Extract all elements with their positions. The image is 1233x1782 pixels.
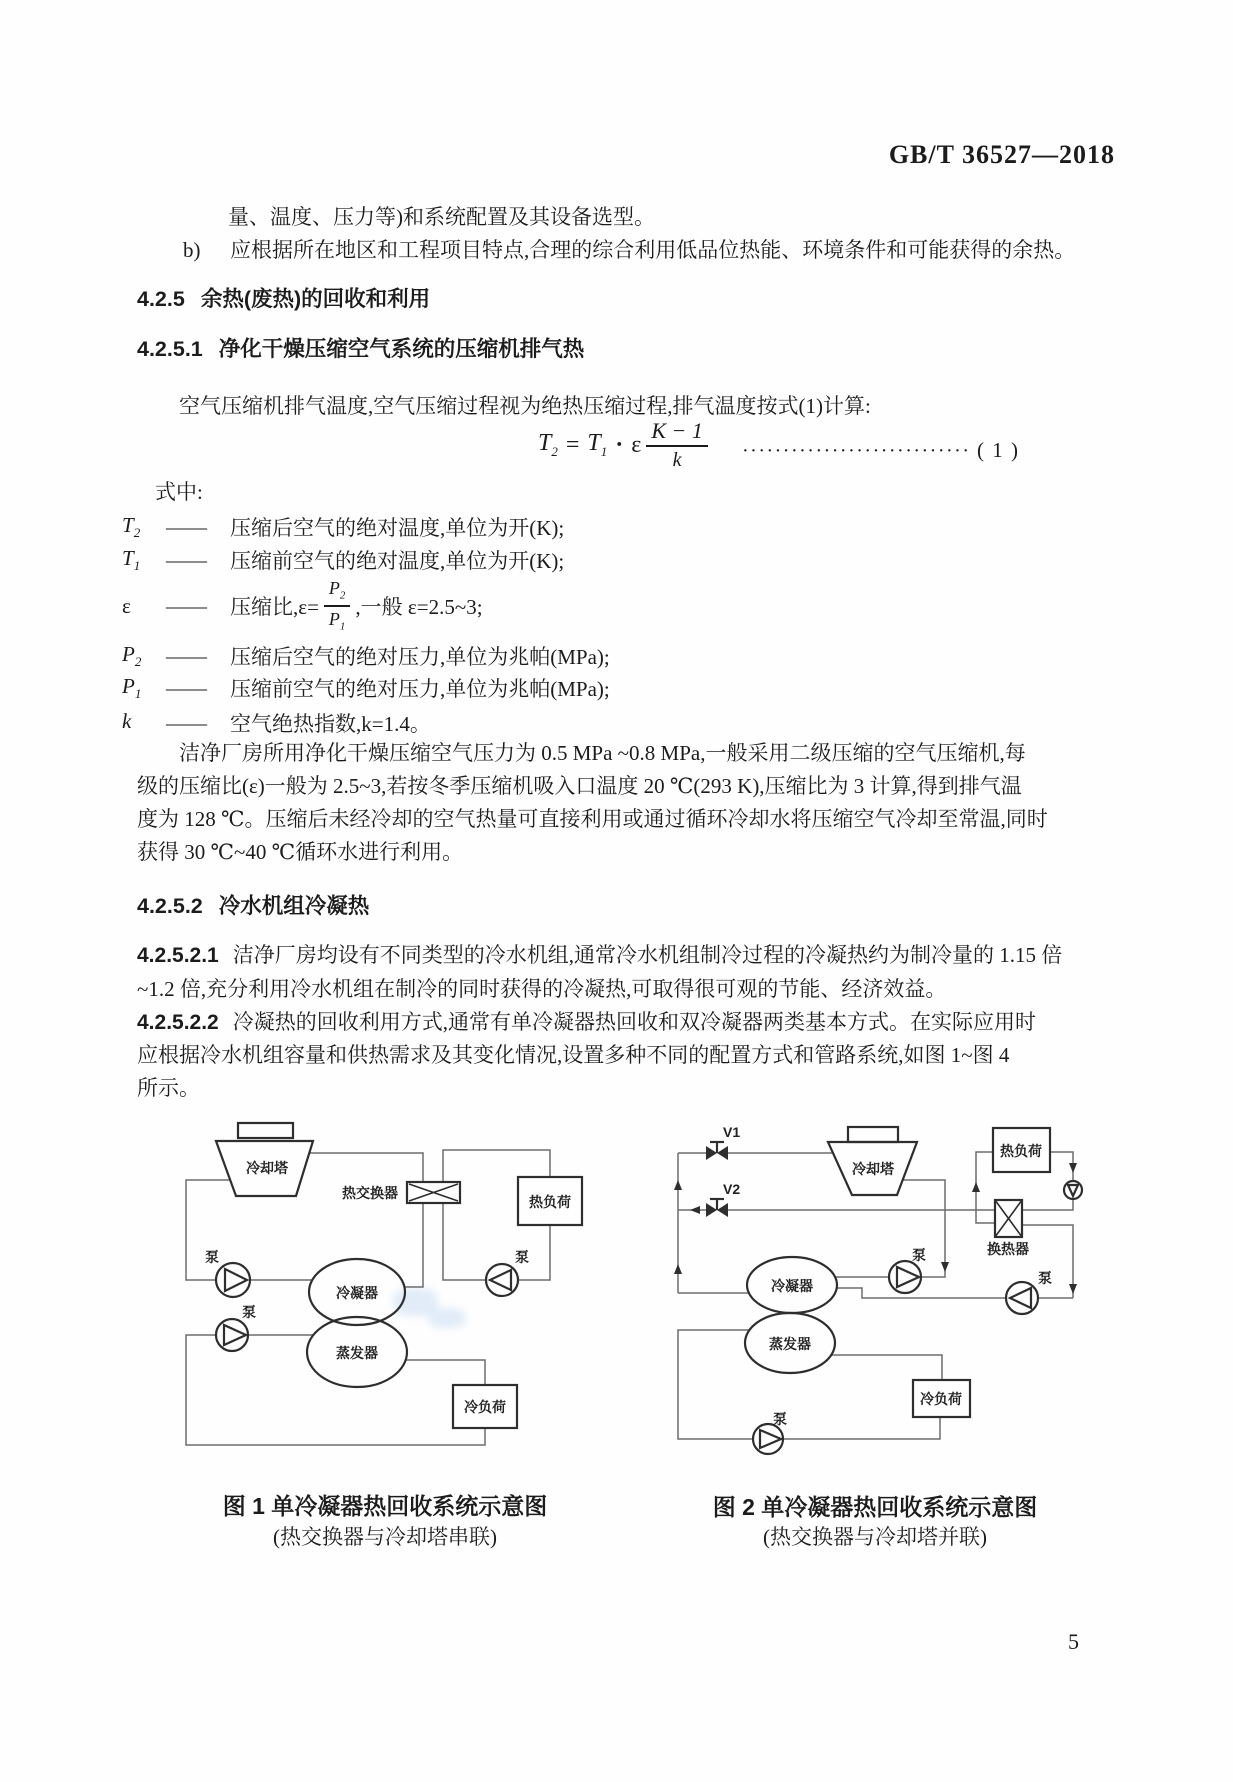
eq-lhs: $T_2$	[538, 430, 558, 459]
definition-row	[122, 708, 431, 738]
flow-arrow-up	[674, 1264, 682, 1274]
clause-42522-line1	[137, 1010, 1036, 1035]
fig1-pipe	[406, 1360, 485, 1385]
paragraph-line: 洁净厂房所用净化干燥压缩空气压力为 0.5 MPa ~0.8 MPa,一般采用二级压缩的空气压缩机,每	[179, 741, 1026, 765]
def-dash: ——	[166, 593, 206, 618]
section-title: 冷水机组冷凝热	[218, 894, 370, 918]
def-dash: ——	[166, 514, 206, 539]
flow-arrow-down	[1069, 1284, 1077, 1294]
valve-v2-icon	[706, 1199, 728, 1217]
definition-row-epsilon	[122, 580, 483, 632]
standard-code-header: GB/T 36527—2018	[888, 140, 1115, 169]
flow-arrow-left	[690, 1206, 700, 1214]
section-number: 4.2.5	[137, 287, 185, 311]
cooling-tower-top	[848, 1127, 898, 1142]
pump-impeller	[1068, 1185, 1078, 1196]
evaporator-label: 蒸发器	[336, 1345, 378, 1361]
pump-label: 泵	[205, 1251, 219, 1266]
fig2-pipe	[1022, 1199, 1073, 1210]
def-symbol: k	[122, 708, 132, 733]
pump-label: 泵	[912, 1249, 926, 1264]
clause-42522-line2: 应根据冷水机组容量和供热需求及其变化情况,设置多种不同的配置方式和管路系统,如图 1~图 4	[137, 1043, 1010, 1067]
pump-icon	[216, 1319, 248, 1351]
def-text: 压缩前空气的绝对温度,单位为开(K);	[230, 549, 565, 573]
def-text: 压缩后空气的绝对压力,单位为兆帕(MPa);	[230, 645, 610, 669]
cold-load-label: 冷负荷	[464, 1399, 506, 1415]
section-title: 余热(废热)的回收和利用	[200, 287, 431, 311]
valve-v1-icon	[706, 1142, 728, 1160]
heat-exchanger-x-icon	[409, 1184, 458, 1201]
def-symbol: $P_2$	[122, 641, 142, 670]
def-symbol: $T_1$	[122, 545, 141, 574]
condenser-label: 冷凝器	[771, 1278, 813, 1294]
figure2-diagram	[620, 1090, 1130, 1460]
list-item-b-marker: b)	[183, 238, 201, 262]
list-item-a-continuation: 量、温度、压力等)和系统配置及其设备选型。	[228, 205, 655, 229]
pump-label: 泵	[773, 1413, 787, 1428]
eq-epsilon: ε	[631, 431, 642, 458]
condenser-label: 冷凝器	[336, 1285, 378, 1301]
section-title: 净化干燥压缩空气系统的压缩机排气热	[218, 337, 585, 361]
pump-label: 泵	[1038, 1272, 1052, 1287]
list-item-b-text: 应根据所在地区和工程项目特点,合理的综合利用低品位热能、环境条件和可能获得的余热。	[230, 238, 1076, 262]
def-text: 压缩前空气的绝对压力,单位为兆帕(MPa);	[230, 677, 610, 701]
def-dash: ——	[166, 547, 206, 572]
def-fraction	[324, 579, 351, 632]
section-heading-4252	[137, 895, 369, 919]
def-symbol: $P_1$	[122, 673, 142, 702]
def-dash: ——	[166, 675, 206, 700]
eq-exponent-fraction: $\frac{K - 1}{k}$	[646, 420, 708, 470]
fig2-pipe	[783, 1417, 940, 1439]
def-symbol: ε	[122, 593, 131, 618]
pump-impeller	[224, 1325, 246, 1345]
section-number: 4.2.5.1	[137, 337, 203, 361]
equation-number: ( 1 )	[976, 438, 1020, 462]
heat-load-label: 热负荷	[1000, 1143, 1042, 1159]
section-heading-4251	[137, 338, 584, 362]
fig1-pipe	[404, 1203, 423, 1287]
definition-row	[122, 545, 564, 575]
frac-den: $P_1$	[328, 609, 346, 633]
fig2-pipe	[1022, 1225, 1073, 1298]
cold-load-label: 冷负荷	[920, 1391, 962, 1407]
def-symbol: $T_2$	[122, 512, 141, 541]
fig1-pipe	[309, 1153, 423, 1182]
pump-icon	[889, 1261, 921, 1293]
heat-exchanger-label: 热交换器	[342, 1185, 398, 1201]
evaporator-label: 蒸发器	[769, 1336, 811, 1352]
equation-dots-and-number	[742, 438, 1019, 463]
heat-exchanger-label: 换热器	[987, 1241, 1029, 1257]
fig2-pipe	[678, 1330, 753, 1439]
definition-row	[122, 512, 564, 542]
definition-row	[122, 673, 610, 703]
page-number: 5	[1068, 1629, 1079, 1654]
flow-arrow-down	[1069, 1163, 1077, 1173]
cooling-tower-label: 冷却塔	[246, 1160, 288, 1176]
section-number: 4.2.5.2	[137, 894, 203, 918]
paragraph-line: 获得 30 ℃~40 ℃循环水进行利用。	[137, 840, 464, 864]
frac-num: $P_2$	[324, 579, 351, 607]
pump-impeller	[225, 1269, 247, 1291]
paragraph-line: 级的压缩比(ε)一般为 2.5~3,若按冬季压缩机吸入口温度 20 ℃(293 K),压缩比为 3 计算,得到排气温	[137, 774, 1022, 798]
def-text-pre: 压缩比,ε=	[230, 595, 319, 619]
figure2-caption-subtitle: (热交换器与冷却塔并联)	[763, 1525, 987, 1549]
pump-label: 泵	[242, 1306, 256, 1321]
fig2-pipe	[837, 1288, 1006, 1298]
figure1-caption-subtitle: (热交换器与冷却塔串联)	[273, 1525, 497, 1549]
pump-impeller	[760, 1430, 781, 1448]
heat-exchanger-x-icon	[995, 1200, 1022, 1237]
def-text: 压缩后空气的绝对温度,单位为开(K);	[230, 516, 565, 540]
flow-arrow-up	[674, 1180, 682, 1190]
figure1-diagram	[150, 1090, 620, 1460]
eq-rhs: $T_1$	[587, 430, 608, 459]
fig2-pipe	[1050, 1152, 1073, 1181]
def-text-post: ,一般 ε=2.5~3;	[355, 595, 483, 619]
fig2-pipe	[831, 1355, 942, 1380]
eq-times: ·	[615, 431, 624, 458]
pump-impeller	[1010, 1288, 1031, 1308]
def-dash: ——	[166, 643, 206, 668]
figure2-caption-title: 图 2 单冷凝器热回收系统示意图	[712, 1494, 1038, 1520]
leader-dots: ····························	[742, 440, 971, 462]
def-text: 空气绝热指数,k=1.4。	[230, 712, 431, 736]
flow-arrow-down	[941, 1262, 949, 1272]
formula-intro-text: 空气压缩机排气温度,空气压缩过程视为绝热压缩过程,排气温度按式(1)计算:	[179, 394, 871, 418]
figure1-caption-title: 图 1 单冷凝器热回收系统示意图	[222, 1493, 548, 1519]
where-label: 式中:	[155, 480, 203, 504]
clause-42521-line2: ~1.2 倍,充分利用冷水机组在制冷的同时获得的冷凝热,可取得很可观的节能、经济效益。	[137, 977, 947, 1001]
cooling-tower-top	[238, 1123, 293, 1138]
def-dash: ——	[166, 710, 206, 735]
fig1-pipe	[443, 1203, 486, 1280]
cooling-tower-label: 冷却塔	[852, 1161, 894, 1177]
clause-42521-line1	[137, 943, 1062, 968]
equation-1	[538, 420, 713, 470]
paragraph-line: 度为 128 ℃。压缩后未经冷却的空气热量可直接利用或通过循环冷却水将压缩空气冷却至常温,同时	[137, 807, 1048, 831]
eq-equals: =	[565, 431, 580, 458]
pump-label: 泵	[515, 1251, 529, 1266]
heat-load-label: 热负荷	[529, 1194, 571, 1210]
valve-v1-label: V1	[723, 1124, 741, 1140]
pump-impeller	[897, 1267, 919, 1287]
section-heading-425	[137, 288, 430, 312]
flow-arrow-up	[972, 1182, 980, 1192]
definition-row	[122, 641, 610, 671]
clause-text: 洁净厂房均设有不同类型的冷水机组,通常冷水机组制冷过程的冷凝热约为制冷量的 1.15 倍	[232, 943, 1063, 967]
clause-number: 4.2.5.2.1	[137, 944, 219, 967]
clause-text: 冷凝热的回收利用方式,通常有单冷凝器热回收和双冷凝器两类基本方式。在实际应用时	[232, 1010, 1036, 1034]
pump-impeller	[490, 1270, 511, 1290]
valve-v2-label: V2	[723, 1181, 741, 1197]
clause-number: 4.2.5.2.2	[137, 1011, 219, 1034]
clause-42522-line3: 所示。	[137, 1076, 200, 1100]
